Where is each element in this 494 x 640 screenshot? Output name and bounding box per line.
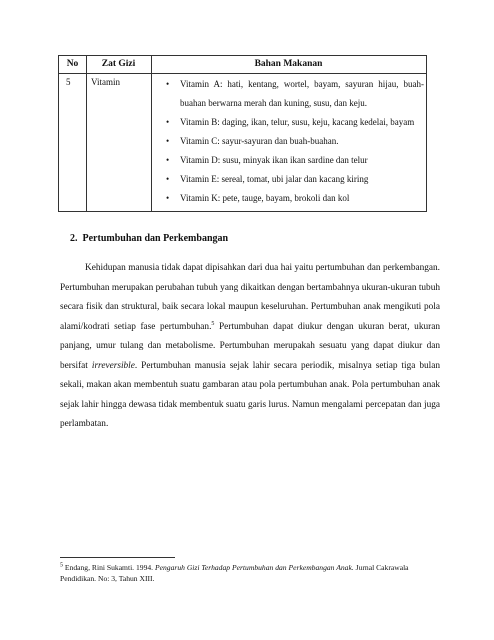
bullet-icon: • [166,79,170,89]
bullet-icon: • [166,136,170,146]
row-no: 5 [66,77,71,87]
table-header-row [59,56,426,74]
list-item: • Vitamin B: daging, ikan, telur, susu, keju, kacang kedelai, bayam [166,113,424,132]
section-heading [70,233,228,244]
list-item: • Vitamin K: pete, tauge, bayam, brokoli dan kol [166,189,424,208]
bullet-icon: • [166,174,170,184]
footnote-ref[interactable]: 5 [211,320,215,327]
list-item: • Vitamin D: susu, minyak ikan ikan sardine dan telur [166,151,424,170]
header-bahan-makanan: Bahan Makanan [254,59,323,69]
list-item: • Vitamin E: sereal, tomat, ubi jalar dan kacang kiring [166,170,424,189]
header-no: No [66,59,79,69]
column-divider [86,56,87,211]
bullet-icon: • [166,193,170,203]
section-number: 2. [70,233,78,244]
header-zat-gizi: Zat Gizi [101,59,136,69]
column-divider [151,56,152,211]
bullet-icon: • [166,117,170,127]
section-title: Pertumbuhan dan Perkembangan [82,233,229,244]
footnote: $^5$ Endang, Rini Sukamti. 1994. Pengaruh Gizi Terhadap Pertumbuhan dan Perkembangan Anak. Jurnal Cakrawala Pendidikan. No: 3, Tahun XIII. [60,562,409,583]
footnote-divider [60,557,175,558]
nutrition-table [58,55,427,212]
body-paragraph: Kehidupan manusia tidak dapat dipisahkan dari dua hai yaitu pertumbuhan dan perkembangan. Pertumbuhan merupakan perubahan tubuh yang dikaitkan dengan bertambahnya ukuran-ukuran tubuh secara fisik dan struktural, baik secara lokal maupun keseluruhan. Pertumbuhan anak mengikuti pola alami/kodrati setiap fase pertumbuhan.$^5$ Pertumbuhan dapat diukur dengan ukuran berat, ukuran panjang, umur tulang dan metabolisme. Pertumbuhan merupakah sesuatu yang dapat diukur dan bersifat irreversible. Pertumbuhan manusia sejak lahir secara periodik, misalnya setiap tiga bulan sekali, makan akan membentuh suatu gambaran atau pola pertumbuhan anak. Pola pertumbuhan anak sejak lahir hingga dewasa tidak membentuk suatu garis lurus. Namun mengalami percepatan dan juga perlambatan. [60,263,441,429]
list-item: • Vitamin C: sayur-sayuran dan buah-buahan. [166,132,424,151]
footnote-number: 5 [60,562,63,569]
bullet-icon: • [166,155,170,165]
row-zat-gizi: Vitamin [91,77,120,87]
list-item: • Vitamin A: hati, kentang, wortel, bayam, sayuran hijau, buah-buahan berwarna merah dan kuning, susu, dan keju. [166,75,424,113]
food-list [166,75,424,208]
